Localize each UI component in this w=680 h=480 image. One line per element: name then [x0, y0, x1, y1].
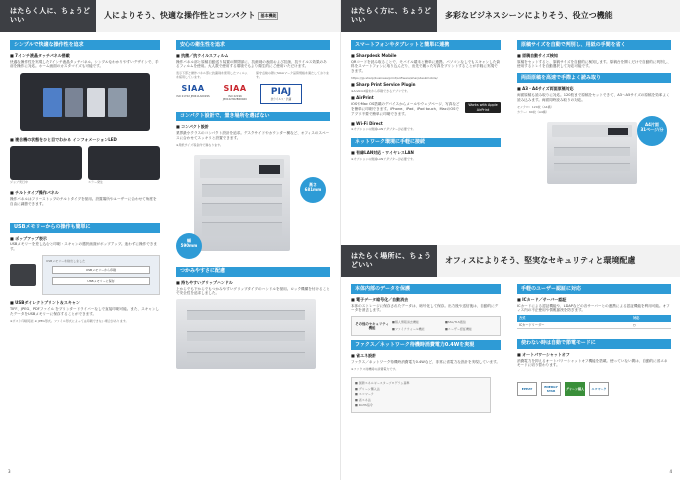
energy-star-logo: ENERGY STAR — [541, 382, 561, 396]
epeat-logo: EPEAT — [517, 382, 537, 396]
sub-auto-off: ■ オートパワーシャットオフ — [517, 352, 671, 357]
grip-image — [176, 299, 316, 369]
left-col-1 — [10, 40, 160, 324]
section-title-usb: USBメモリーからの操作も簡単に — [10, 223, 160, 233]
eco-standards-box — [351, 377, 491, 413]
sub-antibacterial: ■ 抗菌／抗ウイルスフィルム — [176, 53, 330, 58]
right-banner-head: 多彩なビジネスシーンによりそう、役立つ機能 — [437, 0, 680, 32]
text-duplex: 両面原稿も読み取りに対応。120枚まで原稿をセットできて、A3〜A5サイズの原稿を効率よく読み込みます。両面同時読み取りの対応。 — [517, 92, 670, 102]
text-sharpdesk: QRコードを読み取ることで、モバイル端末と簡単に連携。パソコンなしでもスキャンした資料をスマートフォンに取り込んだり、出先で撮った写真をプリントすることが手軽に実現できます。 — [351, 59, 500, 74]
sub-encryption: ■ 電子データ暗号化／自動消去 — [351, 297, 501, 302]
security-box — [351, 316, 501, 336]
width-bubble: 幅 590mm — [176, 233, 202, 259]
right-col-4 — [517, 284, 671, 396]
sub-led: ■ 複合機の状態をひと目でわかる インフォメーションLED — [10, 137, 160, 142]
text-auth: ICカードによる認証機能や、LDAPなどの各サーバーとの連携による認証機能を利用可能。オフィス内の不正使用や情報漏洩を防ぎます。 — [517, 303, 670, 313]
sub-duplex: ■ A3・A4サイズ両面原稿対応 — [517, 86, 671, 91]
sub-sharpdesk: ■ Sharpdesk Mobile — [351, 53, 501, 58]
popup-save-button[interactable]: USBメモリーに保存 — [52, 277, 150, 285]
right-page — [340, 0, 680, 480]
section-title-grip: つかみやすさに配慮 — [176, 267, 330, 277]
right-banner-2-head: オフィスによりそう、堅実なセキュリティと環境配慮 — [437, 245, 680, 277]
section-title-auth: 手軽のユーザー認証に対応 — [517, 284, 671, 294]
section-title-hygiene: 安心の衛生性を追求 — [176, 40, 330, 50]
note-compact: ※用紙サイズ等条件で異なります。 — [176, 142, 224, 147]
auth-table-header-1: 方式 — [517, 315, 631, 321]
section-title-size-detect: 原稿サイズを自動で判別し、用紙の手間を省く — [517, 40, 671, 50]
text-size-detect: 原稿をセットすると、原稿サイズを自動的に検知します。原稿台を開くだけで自動的に判別し、使用するトレイを自動選択して対応可能です。 — [517, 59, 671, 69]
note-sharpdesk: https://jp.sharp/business/print/software/sharpdeskmobile/ — [351, 76, 438, 81]
note-usb-direct: ※ポスト印刷可能 ※ JPEG形式。ファイル形式によっては印刷できない場合があります。 — [10, 318, 129, 323]
popup-dialog — [42, 255, 160, 295]
led-label-error: エラー発生 — [88, 179, 104, 184]
right-col-1 — [351, 40, 501, 163]
text-airprint: iOSやMac OS搭載のデバイスからメールやウェブページ、写真などを簡単に印刷できます。iPhone、iPad、iPod touch、MacのOSでアプリ不要で簡単に印刷できます。 — [351, 102, 460, 116]
sub-auth: ■ ICカード／サーバー認証 — [517, 297, 671, 302]
auth-table-cell-2: ○ — [631, 322, 671, 329]
right-banner-2-tag: はたらく場所に、ちょうどいい — [341, 245, 437, 277]
left-banner — [0, 0, 340, 32]
ecomark-logo: エコマーク — [589, 382, 609, 396]
speed-bubble: A4片面 31ページ/分 — [637, 116, 667, 146]
sub-touch-panel: ■ 7インチ液晶タッチパネル搭載 — [10, 53, 160, 58]
security-item-4: ■ユーザー認証機能 — [445, 326, 472, 331]
cert-logos — [176, 84, 330, 104]
popup-print-button[interactable]: USBメモリーから印刷 — [52, 266, 150, 274]
security-box-label: その他のセキュリティ機能 — [355, 321, 389, 331]
popup-image-row — [10, 255, 160, 295]
eco-item-1: ■ 国際エネルギースタープログラム基準 — [355, 380, 410, 385]
text-tilt: 操作パネルはフリーストップのチルトタイプを採用。設置場所やユーザーに合わせて角度を自由に調節できます。 — [10, 197, 157, 206]
led-images — [10, 146, 160, 186]
piaj-logo: PIAJ 抗ウイルス・抗菌 — [260, 84, 302, 104]
left-page-number: 3 — [8, 468, 11, 474]
sub-energy: ■ 省エネ設計 — [351, 353, 501, 358]
hygiene-note-1: 表示下部と操作パネル部に抗菌剤を使用したフィルムを採用しています。 — [176, 71, 248, 80]
right-banner — [341, 0, 680, 32]
compact-illustration — [176, 151, 330, 261]
text-grip: 上からでも下からでもつかみやすいグリップタイプのハンドルを採用。ロック機構を付けることで安全性を追求しました。 — [176, 286, 330, 296]
sub-tilt: ■ チルトタイプ操作パネル — [10, 190, 160, 195]
text-compact: 業界最小クラスのコンパクト設計を追求。デスクサイドやカウンター横など、オフィスのスペースに合わせてスッキリと設置できます。 — [176, 131, 330, 141]
section-title-operation: シンプルで快適な操作性を追求 — [10, 40, 160, 50]
note-network: ※オプションの無線LANアダプターが必要です。 — [351, 157, 416, 162]
auth-table — [517, 315, 671, 329]
left-banner-head — [96, 0, 340, 32]
eco-item-4: ■ 省エネ法 — [355, 397, 371, 402]
led-image-error — [88, 146, 160, 180]
sub-popup: ■ ポップアップ表示 — [10, 236, 160, 241]
security-item-3: ■ファイアウォール機能 — [392, 326, 425, 331]
eco-item-3: ■ エコマーク — [355, 392, 374, 397]
eco-item-5: ■ RoHS指令 — [355, 403, 373, 408]
section-title-duplex: 両面原稿を高速で手際よく読み取り — [517, 73, 671, 83]
duplex-machine-image — [547, 122, 637, 184]
right-banner-tag: はたらく方に、ちょうどいい — [341, 0, 437, 32]
right-col-2 — [517, 40, 671, 186]
section-title-mobile: スマートフォンやタブレットと簡単に連携 — [351, 40, 501, 50]
duplex-illustration — [517, 116, 671, 186]
left-banner-tag: はたらく人に、ちょうどいい — [0, 0, 96, 32]
note-wifi-direct: ※オプションの無線LANアダプターが必要です。 — [351, 127, 416, 132]
hygiene-note-2: 保守点検の際にSIAAマーク品質規格を満たしております。 — [256, 71, 329, 80]
right-banner-2 — [341, 245, 680, 277]
section-title-compact: コンパクト設計で、置き場所を選ばない — [176, 112, 330, 122]
auth-table-header-2: 対応 — [631, 315, 671, 321]
sub-print-plugin: ■ Sharp Print Service Plugin — [351, 82, 501, 87]
left-banner-title: 人によりそう、快適な操作性とコンパクト — [104, 10, 256, 20]
left-banner-small: 基本機能 — [260, 13, 277, 19]
text-encryption: 本体のストレージに保存されたデータは、暗号化して保存。出力後や送信後は、自動的にデータを消去します。 — [351, 303, 499, 313]
machine-image — [194, 155, 290, 251]
note-print-plugin: ※Android端末から印刷できるアプリです。 — [351, 89, 410, 94]
usb-port-image — [10, 264, 36, 286]
sub-compact: ■ コンパクト設計 — [176, 124, 330, 129]
text-energy: ファクス／ネットワーク待機時消費電力0.4Wなど、非常に省電力な設計を実現しています。 — [351, 360, 501, 365]
text-popup: USBメモリーを差し込むと印刷・スキャンの選択画面がポップアップ。迷わずに操作できます。 — [10, 242, 157, 252]
sub-network: ■ 有線LAN対応・ワイヤレスLAN — [351, 150, 501, 155]
text-touch-panel: 快適な操作性を実現した7インチ液晶タッチパネル。シンプルなわかりやすいデザインで、手前を操作に対応。ホーム画面のカスタマイズも可能です。 — [10, 59, 159, 69]
sub-usb-direct: ■ USBダイレクトプリント＆スキャン — [10, 300, 160, 305]
popup-dialog-title: USBメモリーを検出しました — [46, 259, 86, 264]
section-title-data-protect: 本体内部のデータを保護 — [351, 284, 501, 294]
security-box-items — [392, 320, 497, 332]
note-duplex-1: モノクロ：120枚（A4横） — [517, 104, 554, 109]
airprint-row — [351, 102, 501, 119]
auth-table-cell-1: ICカードリーダー — [517, 322, 631, 329]
sub-size-detect: ■ 原稿自動サイズ検知 — [517, 53, 671, 58]
section-title-auto-off: 使わない時は自動で節電モードに — [517, 339, 671, 349]
green-purchase-logo: グリーン購入 — [565, 382, 585, 396]
sub-airprint: ■ AirPrint — [351, 95, 501, 100]
text-auto-off: 消費電力を抑えるオートパワーシャットオフ機能を搭載。使っていない間は、自動的に省エネモードに切り替わります。 — [517, 358, 668, 368]
eco-item-2: ■ グリーン購入法 — [355, 386, 380, 391]
security-item-1: ■個人情報消去機能 — [392, 320, 419, 325]
siaa-antibacterial-logo: SIAA ISO 22196 JP0122302B0046U — [222, 83, 248, 102]
section-title-energy: ファクス／ネットワーク待機時消費電力0.4Wを実現 — [351, 340, 501, 350]
left-col-2 — [176, 40, 330, 369]
height-bubble: 高さ 681mm — [300, 177, 326, 203]
note-energy: ※ファクス待機時の消費電力です。 — [351, 366, 399, 371]
led-label-job: ジョブ実行中 — [10, 179, 28, 184]
right-col-3 — [351, 284, 501, 413]
sub-wifi-direct: ■ Wi-Fi Direct — [351, 121, 501, 126]
note-duplex-2: カラー：60枚（A4横） — [517, 110, 549, 115]
led-image-job — [10, 146, 82, 180]
airprint-badge: Works with Apple AirPrint — [465, 102, 501, 113]
touch-panel-image — [20, 73, 150, 131]
text-usb-direct: TIFF、JPEG、PDFファイル をプリンタードライバーなしで直接印刷可能。また、スキャンしたデータをUSBメモリーに保存することができます。 — [10, 307, 160, 316]
right-page-number: 4 — [669, 468, 672, 474]
siaa-antiviral-logo: SIAA ISO 21702 JP0611A0029S — [176, 83, 210, 98]
text-antibacterial: 操作パネル部と原稿自動送り装置の開閉部に、抗菌剤の表面および抗菌、抗ウイルス効果のあるフィルムを使用。大人数で使用する環境でもより衛生的にご使用いただけます。 — [176, 59, 327, 69]
section-title-network: ネットワーク環境に手軽に接続 — [351, 138, 501, 148]
sub-grip: ■ 持ちやすいグリップハンドル — [176, 280, 330, 285]
security-item-2: ■SSL/TLS通信 — [445, 320, 466, 325]
hygiene-notes — [176, 71, 330, 81]
eco-logos — [517, 382, 671, 396]
